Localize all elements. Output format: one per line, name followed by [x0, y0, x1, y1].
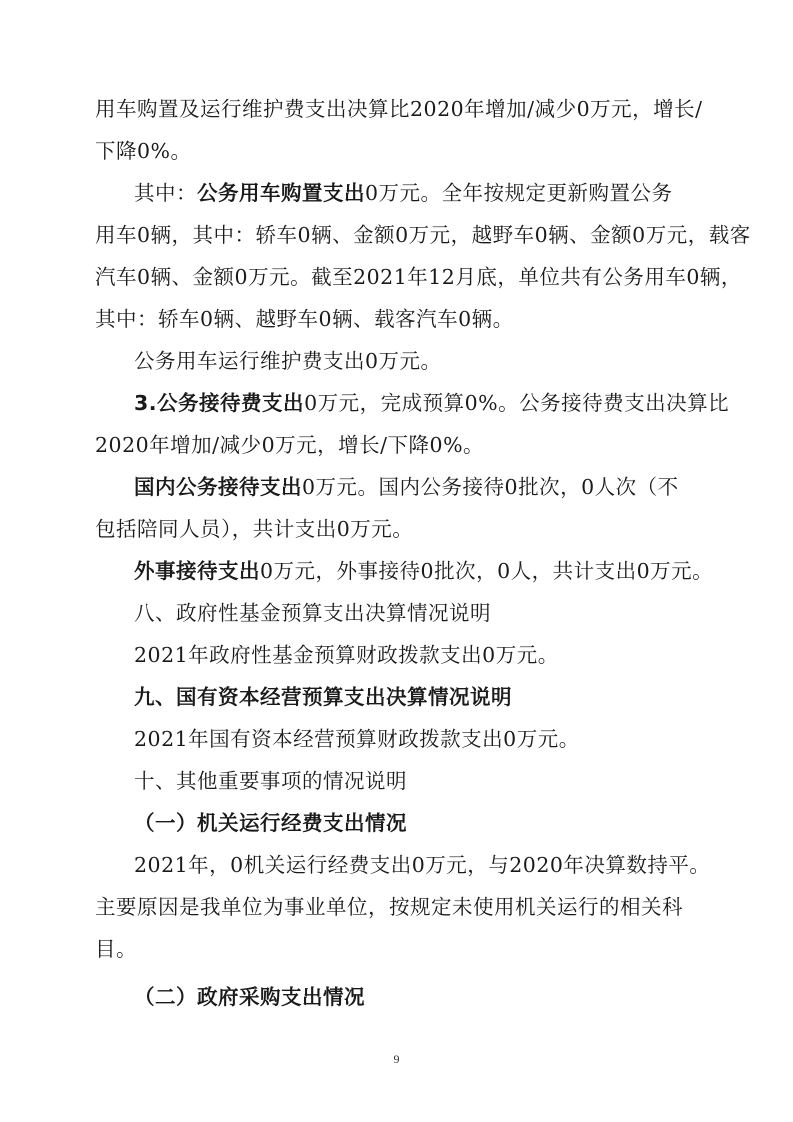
- bold-term: 外事接待支出: [134, 559, 260, 583]
- text-line: 2021年政府性基金预算财政拨款支出0万元。: [134, 643, 559, 667]
- section-heading-9: 九、国有资本经营预算支出决算情况说明: [134, 685, 512, 709]
- text-line: 汽车0辆、金额0万元。截至2021年12月底，单位共有公务用车0辆，: [95, 265, 742, 289]
- text-line: 2020年增加/减少0万元，增长/下降0%。: [95, 433, 485, 457]
- bold-term: 国内公务接待支出: [134, 475, 302, 499]
- text-line: 下降0%。: [95, 139, 192, 163]
- text-rest: 0万元。国内公务接待0批次，0人次（不: [302, 475, 679, 499]
- text-line: 目。: [95, 937, 137, 961]
- text-line: 用车0辆，其中：轿车0辆、金额0万元，越野车0辆、金额0万元，载客: [95, 223, 751, 247]
- text-rest: 0万元，外事接待0批次，0人，共计支出0万元。: [260, 559, 714, 583]
- text-line: 用车购置及运行维护费支出决算比2020年增加/减少0万元，增长/: [95, 97, 703, 121]
- subsection-heading-2: （二）政府采购支出情况: [134, 985, 365, 1009]
- subsection-heading-1: （一）机关运行经费支出情况: [134, 811, 407, 835]
- text-prefix: 其中：: [134, 181, 197, 205]
- bold-term: 公务用车购置支出: [197, 181, 365, 205]
- page-number: 9: [393, 1052, 400, 1066]
- text-line: 其中：轿车0辆、越野车0辆、载客汽车0辆。: [95, 307, 514, 331]
- bold-term: 3.公务接待费支出: [134, 391, 305, 415]
- text-line-subheading: [134, 386, 729, 420]
- text-line-subheading: [134, 470, 679, 504]
- text-line: 2021年，0机关运行经费支出0万元，与2020年决算数持平。: [134, 853, 711, 877]
- text-line: 公务用车运行维护费支出0万元。: [134, 349, 442, 373]
- text-line: 主要原因是我单位为事业单位，按规定未使用机关运行的相关科: [95, 895, 683, 919]
- text-line: 2021年国有资本经营预算财政拨款支出0万元。: [134, 727, 580, 751]
- text-line-subheading: [134, 554, 713, 588]
- section-heading-10: 十、其他重要事项的情况说明: [134, 769, 407, 793]
- section-heading-8: 八、政府性基金预算支出决算情况说明: [134, 601, 491, 625]
- text-line: 包括陪同人员），共计支出0万元。: [95, 517, 414, 541]
- text-rest: 0万元，完成预算0%。公务接待费支出决算比: [304, 391, 730, 415]
- text-rest: 0万元。全年按规定更新购置公务: [365, 181, 673, 205]
- text-line-subheading: [134, 176, 673, 210]
